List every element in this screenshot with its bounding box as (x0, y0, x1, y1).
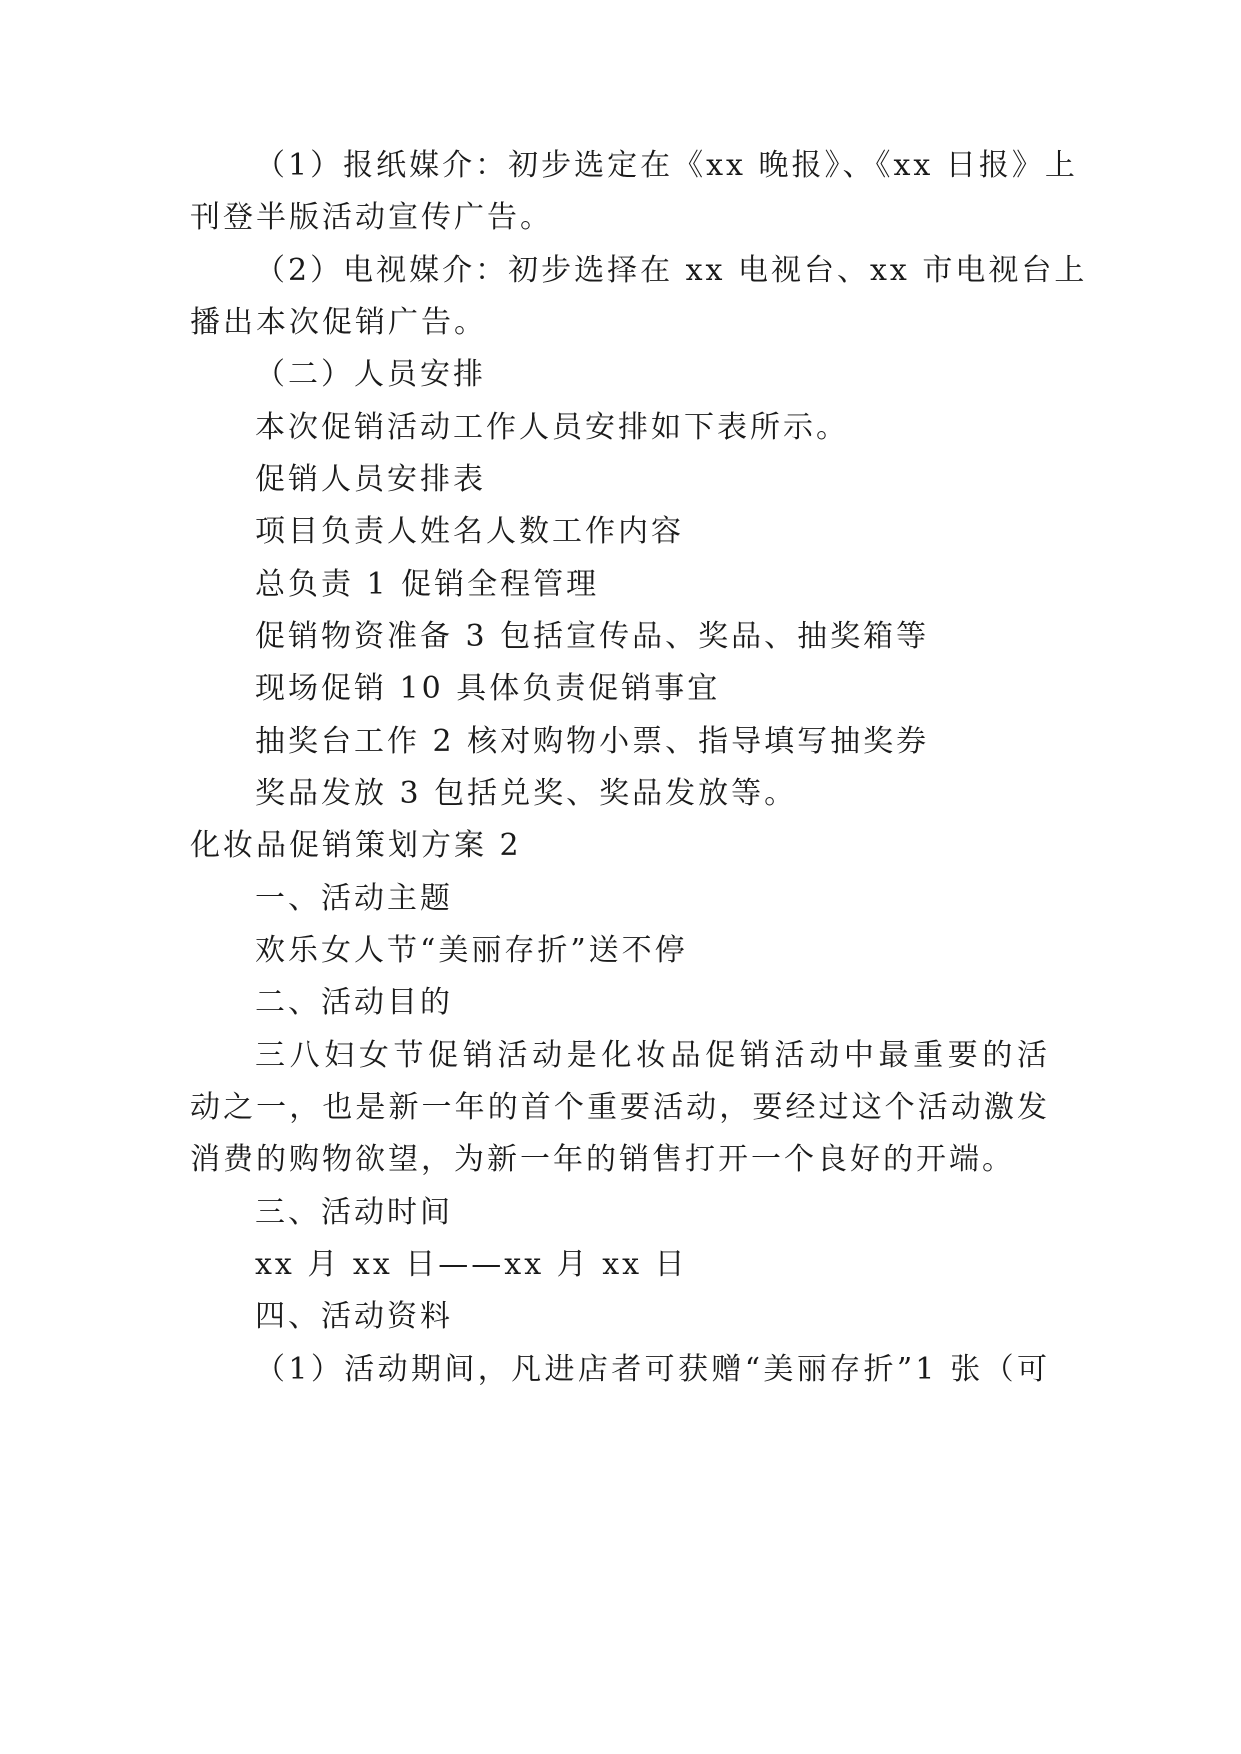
table-row: 总负责 1 促销全程管理 (255, 567, 600, 602)
paragraph-purpose: 三八妇女节促销活动是化妆品促销活动中最重要的活 (255, 1038, 1050, 1073)
table-row: 奖品发放 3 包括兑奖、奖品发放等。 (255, 776, 798, 811)
paragraph-newspaper-media: （1）报纸媒介：初步选定在《xx 晚报》、《xx 日报》上 (255, 148, 1078, 183)
paragraph-time: xx 月 xx 日——xx 月 xx 日 (255, 1247, 688, 1282)
section-heading-content: 四、活动资料 (255, 1299, 453, 1334)
table-title: 促销人员安排表 (255, 462, 486, 497)
table-header-row: 项目负责人姓名人数工作内容 (255, 514, 684, 549)
section-heading-purpose: 二、活动目的 (255, 985, 453, 1020)
paragraph-purpose-end: 消费的购物欲望，为新一年的销售打开一个良好的开端。 (190, 1142, 1015, 1177)
paragraph-theme: 欢乐女人节“美丽存折”送不停 (255, 933, 688, 968)
paragraph-tv-media-cont: 播出本次促销广告。 (190, 305, 487, 340)
paragraph-purpose-cont: 动之一，也是新一年的首个重要活动，要经过这个活动激发 (190, 1090, 1050, 1125)
table-row: 促销物资准备 3 包括宣传品、奖品、抽奖箱等 (255, 619, 930, 654)
section-heading-staffing: （二）人员安排 (255, 357, 486, 392)
table-row: 抽奖台工作 2 核对购物小票、指导填写抽奖券 (255, 724, 930, 759)
paragraph-staffing-intro: 本次促销活动工作人员安排如下表所示。 (255, 410, 849, 445)
section-heading-time: 三、活动时间 (255, 1195, 453, 1230)
table-row: 现场促销 10 具体负责促销事宜 (255, 671, 721, 706)
document-title-2: 化妆品促销策划方案 2 (190, 828, 522, 863)
paragraph-tv-media: （2）电视媒介：初步选择在 xx 电视台、xx 市电视台上 (255, 253, 1088, 288)
paragraph-newspaper-media-cont: 刊登半版活动宣传广告。 (190, 200, 553, 235)
section-heading-theme: 一、活动主题 (255, 881, 453, 916)
paragraph-content-item-1: （1）活动期间，凡进店者可获赠“美丽存折”1 张（可 (255, 1352, 1050, 1387)
